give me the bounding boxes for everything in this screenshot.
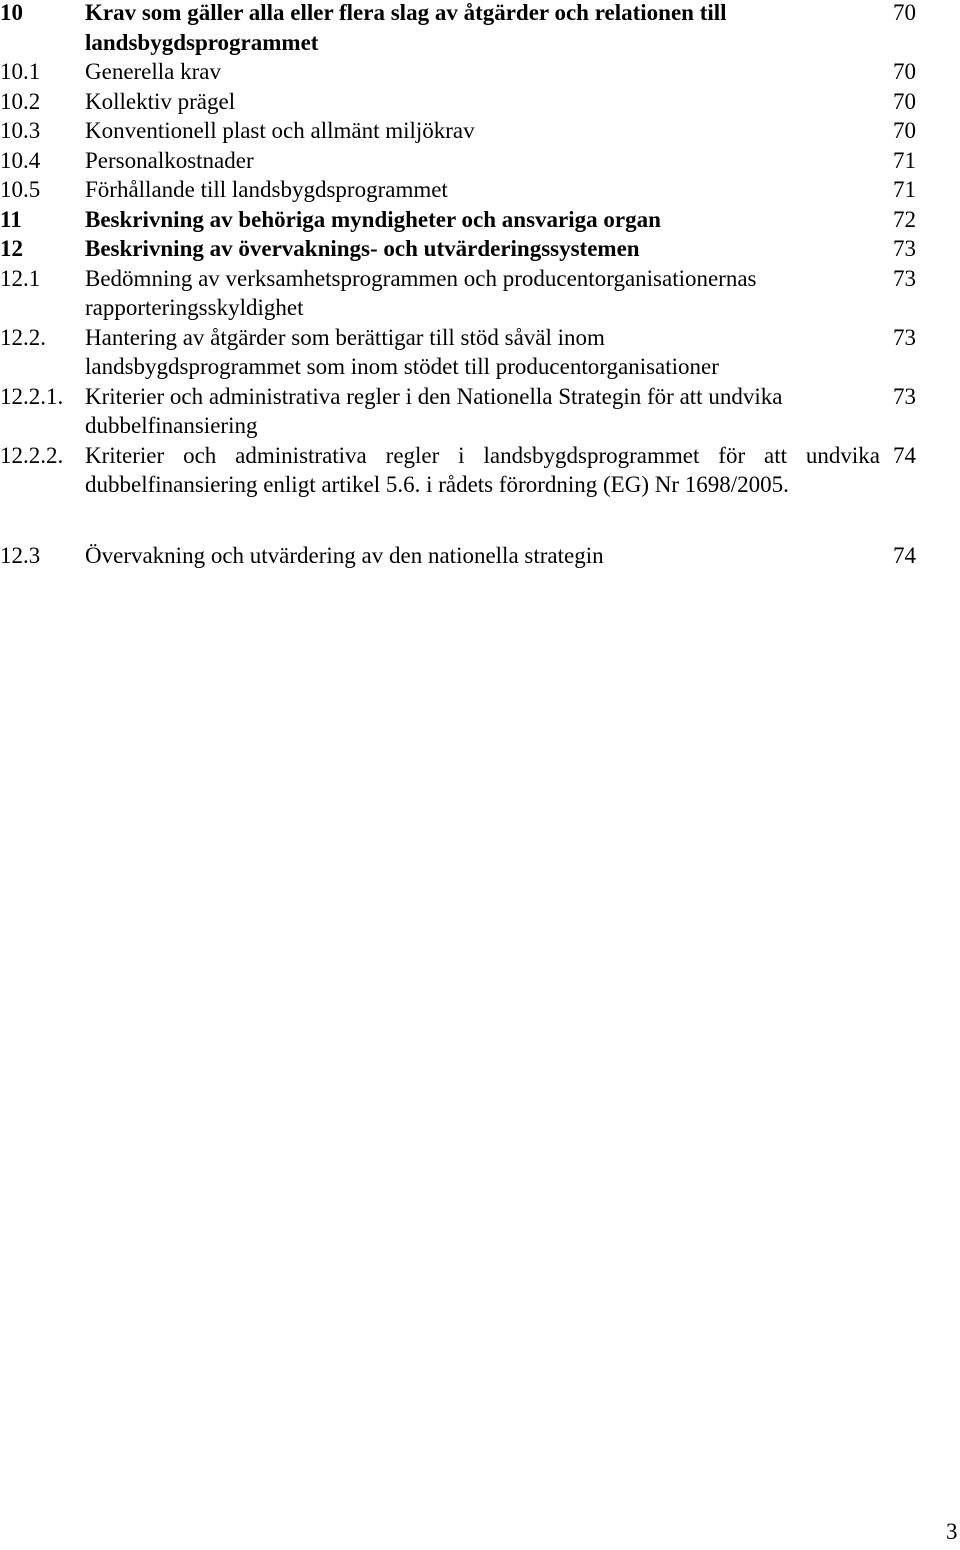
toc-entry-page: 73: [893, 383, 916, 409]
toc-entry-page: 73: [893, 324, 916, 350]
toc-entry-title: Konventionell plast och allmänt miljökrav: [85, 118, 475, 143]
toc-entry-12-3[interactable]: [0, 541, 960, 571]
toc-entry-page: 73: [893, 236, 916, 261]
toc-entry-page: 74: [893, 542, 916, 568]
toc-entry-title: Krav som gäller alla eller flera slag av åtgärder och relationen till landsbygdsprogrammet: [85, 0, 727, 55]
toc-entry-page: 70: [893, 118, 916, 143]
toc-entry-page: 70: [893, 88, 916, 114]
toc-entry-number: 10.1: [0, 59, 41, 84]
toc-entry-number: 12.2.: [0, 324, 46, 350]
toc-entry-10-3[interactable]: [0, 116, 960, 146]
toc-entry-10-5[interactable]: [0, 175, 960, 205]
toc-entry-page: 73: [893, 265, 916, 291]
toc-entry-10-1[interactable]: [0, 57, 960, 87]
toc-entry-title: Kriterier och administrativa regler i den Nationella Strategin för att undvika dubbelfinansiering: [85, 383, 783, 438]
toc-entry-11[interactable]: [0, 205, 960, 235]
toc-entry-number: 12.3: [0, 542, 41, 568]
toc-entry-page: 70: [893, 0, 916, 25]
toc-entry-title: Beskrivning av övervaknings- och utvärderingssystemen: [85, 236, 640, 261]
toc-entry-title: Beskrivning av behöriga myndigheter och ansvariga organ: [85, 206, 661, 232]
toc-entry-number: 12: [0, 236, 23, 261]
toc-entry-title: Personalkostnader: [85, 147, 254, 173]
toc-entry-number: 11: [0, 206, 22, 232]
toc-entry-12[interactable]: [0, 234, 960, 264]
toc-entry-12-2[interactable]: [0, 323, 960, 382]
page-number: 3: [946, 1519, 958, 1544]
toc-entry-number: 12.2.2.: [0, 442, 64, 468]
toc-entry-number: 10: [0, 0, 23, 25]
toc-entry-title: Övervakning och utvärdering av den nationella strategin: [85, 542, 604, 568]
toc-entry-page: 71: [893, 177, 916, 202]
toc-entry-12-2-1[interactable]: [0, 382, 960, 441]
toc-entry-number: 10.3: [0, 118, 41, 143]
toc-entry-title: Kollektiv prägel: [85, 88, 236, 114]
toc-entry-title: Generella krav: [85, 59, 222, 84]
toc-entry-number: 10.5: [0, 177, 41, 202]
table-of-contents: [0, 0, 960, 570]
toc-entry-page: 74: [893, 442, 916, 468]
toc-entry-number: 12.1: [0, 265, 41, 291]
section-spacer: [0, 500, 960, 541]
toc-entry-page: 71: [893, 147, 916, 173]
toc-entry-page: 70: [893, 59, 916, 84]
toc-entry-title: Kriterier och administrativa regler i landsbygdsprogrammet för att undvika dubbelfinansiering enligt artikel 5.6. i rådets förordning (EG) Nr 1698/2005.: [85, 442, 880, 497]
toc-entry-number: 10.4: [0, 147, 41, 173]
toc-entry-10-2[interactable]: [0, 87, 960, 117]
toc-entry-title: Hantering av åtgärder som berättigar till stöd såväl inom landsbygdsprogrammet som inom stödet till producentorganisationer: [85, 324, 719, 379]
toc-entry-12-2-2[interactable]: [0, 441, 960, 500]
toc-entry-title: Förhållande till landsbygdsprogrammet: [85, 177, 448, 202]
toc-entry-12-1[interactable]: [0, 264, 960, 323]
toc-entry-title: Bedömning av verksamhetsprogrammen och producentorganisationernas rapporteringsskyldighet: [85, 265, 757, 320]
toc-entry-page: 72: [893, 206, 916, 232]
toc-entry-10-4[interactable]: [0, 146, 960, 176]
toc-entry-number: 10.2: [0, 88, 41, 114]
toc-entry-number: 12.2.1.: [0, 383, 64, 409]
toc-entry-10[interactable]: [0, 0, 960, 57]
